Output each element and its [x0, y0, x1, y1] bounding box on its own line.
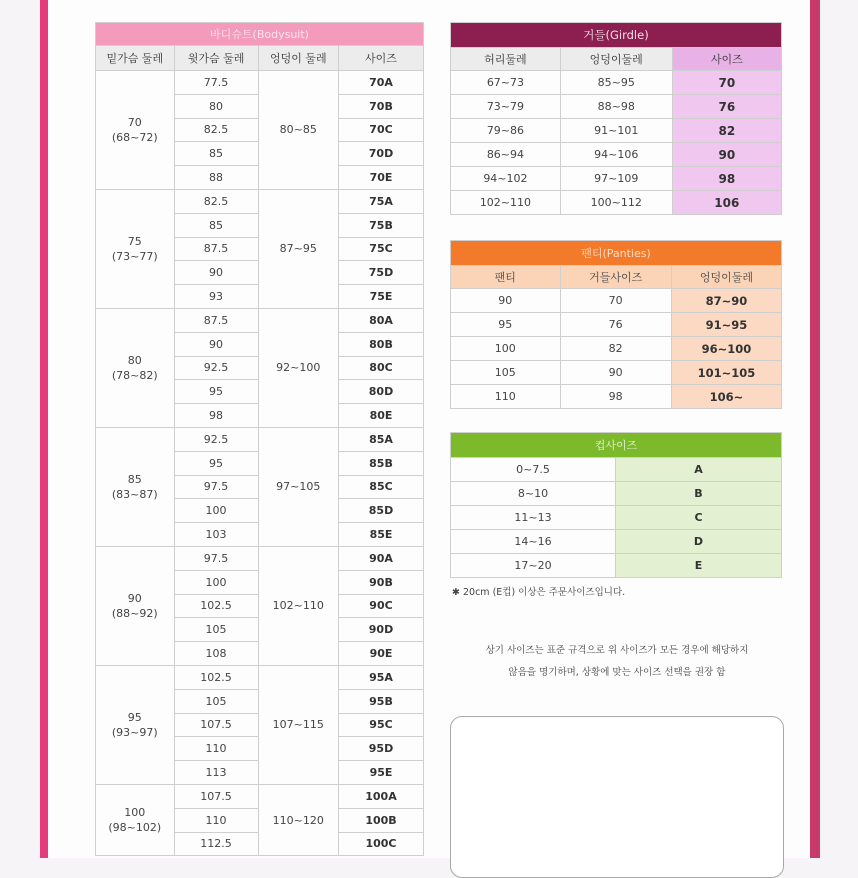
header-waist: 허리둘레 [451, 48, 561, 71]
band-range: (68~72) [111, 130, 158, 144]
band-value: 95 [127, 710, 142, 724]
overbust-cell: 100 [174, 570, 258, 594]
band-range: (83~87) [111, 487, 158, 501]
band-value: 85 [127, 472, 142, 486]
band-cell [96, 665, 175, 784]
header-overbust: 윗가슴 둘레 [174, 46, 258, 71]
cup-letter-cell: A [616, 458, 782, 482]
size-cell: 70B [338, 94, 423, 118]
band-value: 90 [127, 591, 142, 605]
size-cell: 100A [338, 784, 423, 808]
hip-cell: 96~100 [671, 337, 781, 361]
size-cell: 70D [338, 142, 423, 166]
memo-box [450, 716, 784, 878]
girdle-size-cell: 98 [560, 385, 671, 409]
panty-size-cell: 100 [451, 337, 561, 361]
custom-size-note: ✱ 20cm (E컵) 이상은 주문사이즈입니다. [452, 587, 626, 598]
size-cell: 85D [338, 499, 423, 523]
hip-cell: 110~120 [258, 784, 338, 855]
overbust-cell: 80 [174, 94, 258, 118]
size-cell: 98 [672, 167, 781, 191]
overbust-cell: 93 [174, 285, 258, 309]
band-value: 70 [127, 115, 142, 129]
hip-cell: 102~110 [258, 546, 338, 665]
header-hip: 엉덩이둘레 [671, 266, 781, 289]
size-cell: 80E [338, 404, 423, 428]
hip-cell: 97~109 [560, 167, 672, 191]
table-row [451, 143, 782, 167]
waist-cell: 102~110 [451, 191, 561, 215]
cup-table-title: 컵사이즈 [451, 433, 782, 458]
cup-difference-cell: 0~7.5 [451, 458, 616, 482]
band-range: (93~97) [111, 725, 158, 739]
size-cell: 75A [338, 189, 423, 213]
overbust-cell: 97.5 [174, 546, 258, 570]
girdle-size-cell: 82 [560, 337, 671, 361]
table-row [451, 458, 782, 482]
table-row [96, 427, 424, 451]
table-row [451, 119, 782, 143]
header-girdle-size: 거들사이즈 [560, 266, 671, 289]
overbust-cell: 90 [174, 261, 258, 285]
panty-size-cell: 105 [451, 361, 561, 385]
band-cell [96, 189, 175, 308]
table-row [96, 546, 424, 570]
table-row [96, 71, 424, 95]
size-cell: 85E [338, 523, 423, 547]
size-cell: 70C [338, 118, 423, 142]
size-cell: 106 [672, 191, 781, 215]
page-border-left [40, 0, 48, 858]
girdle-size-cell: 90 [560, 361, 671, 385]
size-cell: 85A [338, 427, 423, 451]
hip-cell: 101~105 [671, 361, 781, 385]
table-row [451, 506, 782, 530]
size-cell: 85B [338, 451, 423, 475]
header-underbust: 밑가슴 둘레 [96, 46, 175, 71]
overbust-cell: 98 [174, 404, 258, 428]
size-cell: 75C [338, 237, 423, 261]
overbust-cell: 85 [174, 142, 258, 166]
table-row [451, 554, 782, 578]
girdle-table-title: 거들(Girdle) [451, 23, 782, 48]
cup-difference-cell: 11~13 [451, 506, 616, 530]
size-cell: 85C [338, 475, 423, 499]
size-cell: 90A [338, 546, 423, 570]
size-cell: 100C [338, 832, 423, 856]
page-border-right [810, 0, 820, 858]
panties-table-title: 팬티(Panties) [451, 241, 782, 266]
size-cell: 75D [338, 261, 423, 285]
overbust-cell: 85 [174, 213, 258, 237]
table-row [451, 530, 782, 554]
size-cell: 95E [338, 761, 423, 785]
overbust-cell: 100 [174, 499, 258, 523]
table-row [451, 167, 782, 191]
overbust-cell: 107.5 [174, 713, 258, 737]
size-cell: 70 [672, 71, 781, 95]
size-cell: 80A [338, 308, 423, 332]
overbust-cell: 112.5 [174, 832, 258, 856]
band-cell [96, 546, 175, 665]
size-cell: 95A [338, 665, 423, 689]
size-cell: 90C [338, 594, 423, 618]
hip-cell: 94~106 [560, 143, 672, 167]
overbust-cell: 108 [174, 642, 258, 666]
table-row [451, 191, 782, 215]
size-disclaimer [452, 640, 782, 684]
table-row [451, 71, 782, 95]
band-range: (88~92) [111, 606, 158, 620]
girdle-size-cell: 70 [560, 289, 671, 313]
size-cell: 100B [338, 808, 423, 832]
panty-size-cell: 95 [451, 313, 561, 337]
size-cell: 80B [338, 332, 423, 356]
hip-cell: 87~95 [258, 189, 338, 308]
hip-cell: 91~101 [560, 119, 672, 143]
band-value: 80 [127, 353, 142, 367]
hip-cell: 106~ [671, 385, 781, 409]
size-cell: 75B [338, 213, 423, 237]
overbust-cell: 92.5 [174, 356, 258, 380]
overbust-cell: 77.5 [174, 71, 258, 95]
band-range: (78~82) [111, 368, 158, 382]
band-value: 100 [124, 806, 146, 820]
cup-letter-cell: C [616, 506, 782, 530]
hip-cell: 87~90 [671, 289, 781, 313]
band-range: (98~102) [108, 821, 162, 835]
overbust-cell: 113 [174, 761, 258, 785]
panty-size-cell: 110 [451, 385, 561, 409]
overbust-cell: 102.5 [174, 665, 258, 689]
band-value: 75 [127, 234, 142, 248]
cup-table-body [451, 458, 782, 578]
size-cell: 80C [338, 356, 423, 380]
cup-difference-cell: 14~16 [451, 530, 616, 554]
cup-difference-cell: 17~20 [451, 554, 616, 578]
band-range: (73~77) [111, 249, 158, 263]
bodysuit-size-table [95, 22, 424, 856]
hip-cell: 88~98 [560, 95, 672, 119]
waist-cell: 86~94 [451, 143, 561, 167]
overbust-cell: 110 [174, 808, 258, 832]
size-cell: 75E [338, 285, 423, 309]
girdle-size-table [450, 22, 782, 215]
header-size: 사이즈 [338, 46, 423, 71]
header-hip: 엉덩이 둘레 [258, 46, 338, 71]
size-cell: 80D [338, 380, 423, 404]
overbust-cell: 105 [174, 689, 258, 713]
cup-letter-cell: B [616, 482, 782, 506]
hip-cell: 91~95 [671, 313, 781, 337]
size-cell: 82 [672, 119, 781, 143]
hip-cell: 100~112 [560, 191, 672, 215]
size-cell: 90E [338, 642, 423, 666]
header-size: 사이즈 [672, 48, 781, 71]
table-row [451, 289, 782, 313]
header-hip: 엉덩이둘레 [560, 48, 672, 71]
size-cell: 95C [338, 713, 423, 737]
bodysuit-table-title: 바디슈트(Bodysuit) [96, 23, 424, 46]
table-row [451, 361, 782, 385]
cup-size-table [450, 432, 782, 578]
table-row [96, 308, 424, 332]
band-cell [96, 71, 175, 190]
table-row [96, 189, 424, 213]
table-row [451, 482, 782, 506]
table-row [96, 784, 424, 808]
overbust-cell: 82.5 [174, 189, 258, 213]
waist-cell: 79~86 [451, 119, 561, 143]
hip-cell: 97~105 [258, 427, 338, 546]
band-cell [96, 308, 175, 427]
size-cell: 90D [338, 618, 423, 642]
size-cell: 70A [338, 71, 423, 95]
overbust-cell: 105 [174, 618, 258, 642]
girdle-table-body [451, 71, 782, 215]
hip-cell: 107~115 [258, 665, 338, 784]
size-cell: 90B [338, 570, 423, 594]
overbust-cell: 95 [174, 380, 258, 404]
disclaimer-line-1: 상기 사이즈는 표준 규격으로 위 사이즈가 모든 경우에 해당하지 [485, 645, 749, 656]
table-row [451, 385, 782, 409]
overbust-cell: 103 [174, 523, 258, 547]
overbust-cell: 87.5 [174, 308, 258, 332]
hip-cell: 92~100 [258, 308, 338, 427]
cup-letter-cell: E [616, 554, 782, 578]
panty-size-cell: 90 [451, 289, 561, 313]
size-cell: 76 [672, 95, 781, 119]
size-cell: 90 [672, 143, 781, 167]
overbust-cell: 95 [174, 451, 258, 475]
cup-letter-cell: D [616, 530, 782, 554]
size-cell: 70E [338, 166, 423, 190]
bodysuit-table-body [96, 71, 424, 856]
band-cell [96, 784, 175, 855]
hip-cell: 85~95 [560, 71, 672, 95]
overbust-cell: 88 [174, 166, 258, 190]
table-row [451, 337, 782, 361]
size-cell: 95B [338, 689, 423, 713]
hip-cell: 80~85 [258, 71, 338, 190]
panties-size-table [450, 240, 782, 409]
table-row [96, 665, 424, 689]
waist-cell: 94~102 [451, 167, 561, 191]
waist-cell: 67~73 [451, 71, 561, 95]
overbust-cell: 102.5 [174, 594, 258, 618]
panties-table-body [451, 289, 782, 409]
table-row [451, 313, 782, 337]
size-cell: 95D [338, 737, 423, 761]
overbust-cell: 90 [174, 332, 258, 356]
overbust-cell: 82.5 [174, 118, 258, 142]
overbust-cell: 97.5 [174, 475, 258, 499]
table-row [451, 95, 782, 119]
band-cell [96, 427, 175, 546]
waist-cell: 73~79 [451, 95, 561, 119]
overbust-cell: 107.5 [174, 784, 258, 808]
disclaimer-line-2: 않음을 명기하며, 상황에 맞는 사이즈 선택을 권장 함 [508, 667, 726, 678]
overbust-cell: 92.5 [174, 427, 258, 451]
overbust-cell: 87.5 [174, 237, 258, 261]
header-panty: 팬티 [451, 266, 561, 289]
girdle-size-cell: 76 [560, 313, 671, 337]
cup-difference-cell: 8~10 [451, 482, 616, 506]
overbust-cell: 110 [174, 737, 258, 761]
